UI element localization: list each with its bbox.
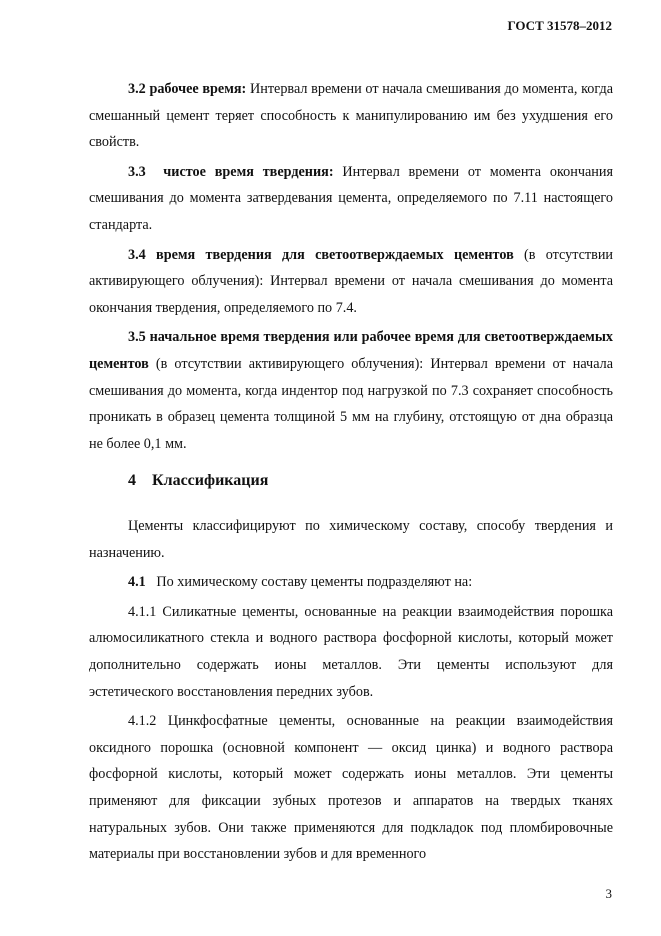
clause-number: 3.5 <box>128 329 146 346</box>
section-number: 4 <box>128 472 136 489</box>
document-code-header: ГОСТ 31578–2012 <box>507 18 612 33</box>
definitions-block <box>89 76 613 457</box>
paragraph-3-3 <box>89 159 613 239</box>
paragraph-4-1-2: 4.1.2 Цинкфосфатные цементы, основанные на реакции взаимодействия оксидного порошка (основной компонент — оксид цинка) и водного раствора фосфорной кислоты, который может содержать ионы металлов. Эти цементы применяют для фиксации зубных протезов и аппаратов на твердых тканях натуральных зубов. Они также применяются для подкладок под пломбировочные материалы при восстановлении зубов и для временного <box>89 713 613 863</box>
term: время твердения для светоотверждаемых цементов <box>156 246 514 263</box>
clause-text: По химическому составу цементы подразделяют на: <box>156 574 473 591</box>
classification-block <box>89 513 613 868</box>
paragraph-3-2 <box>89 76 613 156</box>
paragraph-3-5 <box>89 324 613 457</box>
paragraph-4-1 <box>89 569 613 596</box>
paragraph-3-4 <box>89 242 613 322</box>
clause-number: 3.2 <box>128 81 146 97</box>
section-intro: Цементы классифицируют по химическому составу, способу твердения и назначению. <box>89 518 613 561</box>
clause-number: 4.1 <box>128 574 146 591</box>
clause-number: 3.4 <box>128 246 146 263</box>
definition-text: (в отсутствии активирующего облучения): Интервал времени от начала смешивания до момента, когда индентор под нагрузкой по 7.3 сохраняет способность проникать в образец цемента толщиной 5 мм на глубину, отстоящую от дна образца не более 0,1 мм. <box>89 355 613 452</box>
term: рабочее время: <box>149 81 247 97</box>
paragraph-4-1-1: 4.1.1 Силикатные цементы, основанные на реакции взаимодействия порошка алюмосиликатного стекла и водного раствора фосфорной кислоты, который может дополнительно содержать ионы металлов. Эти цементы используют для эстетического восстановления передних зубов. <box>89 603 613 700</box>
term: чистое время твердения: <box>163 163 334 180</box>
definition-text: Интервал времени от начала смешивания до момента, когда смешанный цемент теряет способность к манипулированию им без ухудшения его свойств. <box>89 81 614 151</box>
section-title: Классификация <box>152 472 269 489</box>
section-heading <box>128 472 268 490</box>
term: начальное время твердения или рабочее время для светоотверждаемых цементов <box>89 329 613 372</box>
definition-text: Интервал времени от момента окончания смешивания до момента затвердевания цемента, определяемого по 7.11 настоящего стандарта. <box>89 163 613 233</box>
page-number: 3 <box>605 886 612 901</box>
definition-text: (в отсутствии активирующего облучения): Интервал времени от начала смешивания до момента окончания твердения, определяемого по 7.4. <box>89 246 614 316</box>
clause-number: 3.3 <box>128 163 146 180</box>
